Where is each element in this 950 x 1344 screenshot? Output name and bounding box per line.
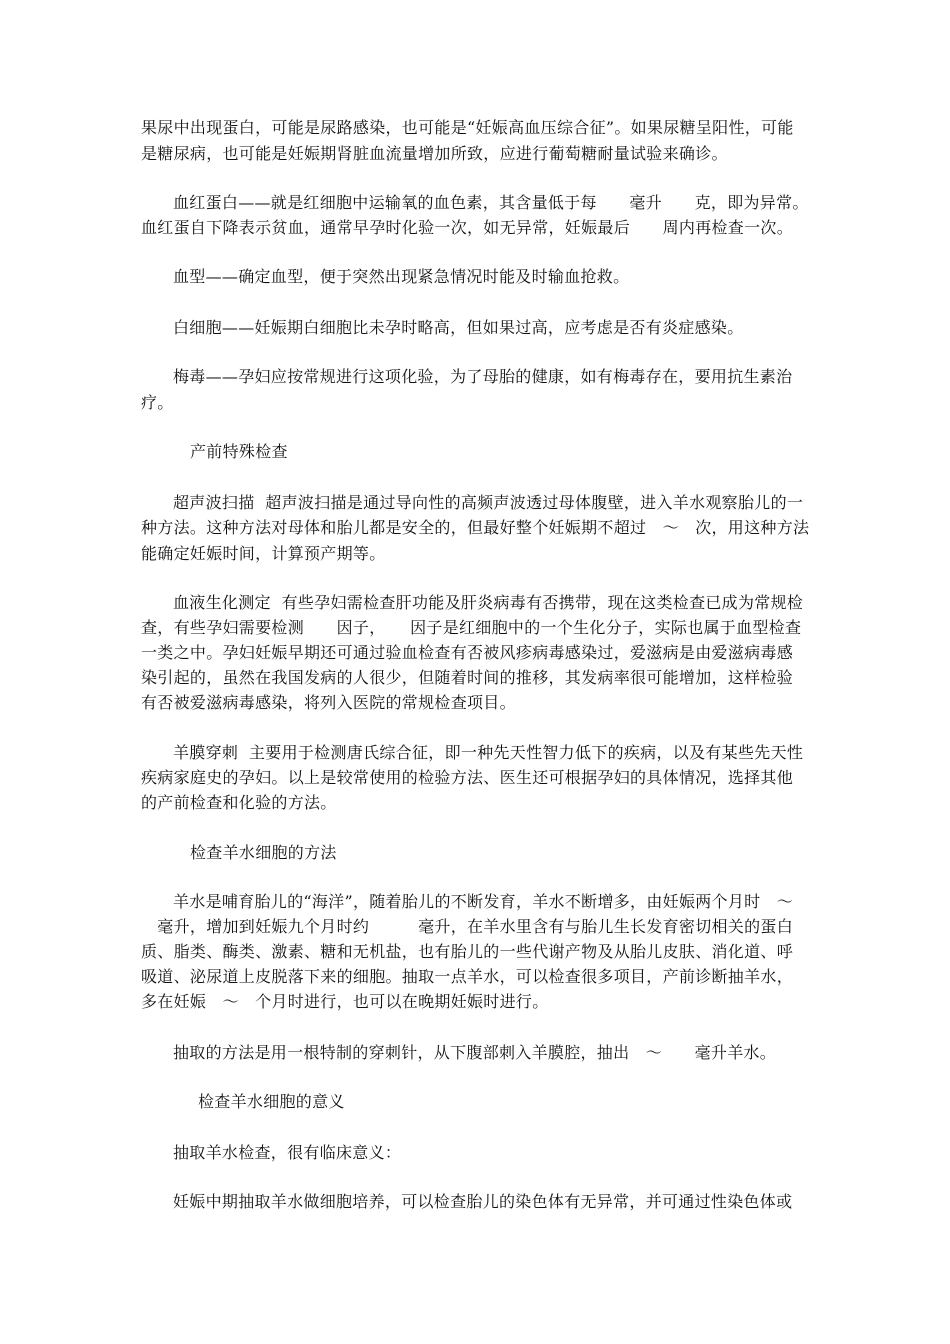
body-text-line: 羊膜穿刺 主要用于检测唐氏综合征，即一种先天性智力低下的疾病，以及有某些先天性 xyxy=(173,743,804,762)
body-text-line: 羊水是哺育胎儿的“海洋”，随着胎儿的不断发育，羊水不断增多，由妊娠两个月时 ～ xyxy=(173,892,794,911)
body-text-line: 种方法。这种方法对母体和胎儿都是安全的，但最好整个妊娠期不超过 ～ 次，用这种方法 xyxy=(141,518,810,537)
body-text-line: 果尿中出现蛋白，可能是尿路感染，也可能是“妊娠高血压综合征”。如果尿糖呈阳性，可能 xyxy=(141,118,794,137)
body-text-line: 血红蛋自下降表示贫血，通常早孕时化验一次，如无异常，妊娠最后 周内再检查一次。 xyxy=(141,218,794,237)
body-text-line: 白细胞——妊娠期白细胞比未孕时略高，但如果过高，应考虑是否有炎症感染。 xyxy=(173,318,744,337)
body-text-line: 多在妊娠 ～ 个月时进行，也可以在晚期妊娠时进行。 xyxy=(141,992,549,1011)
body-text-line: 血型——确定血型，便于突然出现紧急情况时能及时输血抢救。 xyxy=(173,267,630,286)
section-heading: 检查羊水细胞的方法 xyxy=(190,843,337,862)
body-text-line: 梅毒——孕妇应按常规进行这项化验，为了母胎的健康，如有梅毒存在，要用抗生素治 xyxy=(173,367,793,386)
body-text-line: 抽取羊水检查，很有临床意义： xyxy=(173,1143,402,1162)
body-text-line: 妊娠中期抽取羊水做细胞培养，可以检查胎儿的染色体有无异常，并可通过性染色体或 xyxy=(173,1192,793,1211)
body-text-line: 是糖尿病，也可能是妊娠期肾脏血流量增加所致，应进行葡萄糖耐量试验来确诊。 xyxy=(141,144,728,163)
body-text-line: 染引起的，虽然在我国发病的人很少，但随着时间的推移，其发病率很可能增加，这样检验 xyxy=(141,668,794,687)
body-text-line: 一类之中。孕妇妊娠早期还可通过验血检查有否被风疹病毒感染过，爱滋病是由爱滋病毒感 xyxy=(141,643,794,662)
body-text-line: 血液生化测定 有些孕妇需检查肝功能及肝炎病毒有否携带，现在这类检查已成为常规检 xyxy=(173,593,804,612)
section-heading: 产前特殊检查 xyxy=(190,442,288,461)
body-text-line: 能确定妊娠时间，计算预产期等。 xyxy=(141,544,386,563)
body-text-line: 的产前检查和化验的方法。 xyxy=(141,793,337,812)
section-heading: 检查羊水细胞的意义 xyxy=(198,1092,345,1111)
body-text-line: 吸道、泌尿道上皮脱落下来的细胞。抽取一点羊水，可以检查很多项目，产前诊断抽羊水， xyxy=(141,967,794,986)
body-text-line: 超声波扫描 超声波扫描是通过导向性的高频声波透过母体腹壁，进入羊水观察胎儿的一 xyxy=(173,493,804,512)
body-text-line: 抽取的方法是用一根特制的穿刺针，从下腹部刺入羊膜腔，抽出 ～ 毫升羊水。 xyxy=(173,1043,777,1062)
body-text-line: 疾病家庭史的孕妇。以上是较常使用的检验方法、医生还可根据孕妇的具体情况，选择其他 xyxy=(141,768,794,787)
body-text-line: 有否被爱滋病毒感染，将列入医院的常规检查项目。 xyxy=(141,693,516,712)
body-text-line: 疗。 xyxy=(141,393,174,412)
body-text-line: 查，有些孕妇需要检测 因子， 因子是红细胞中的一个生化分子，实际也属于血型检查 xyxy=(141,618,802,637)
body-text-line: 质、脂类、酶类、激素、糖和无机盐，也有胎儿的一些代谢产物及从胎儿皮肤、消化道、呼 xyxy=(141,942,794,961)
body-text-line: 血红蛋白——就是红细胞中运输氧的血色素，其含量低于每 毫升 克，即为异常。 xyxy=(173,193,809,212)
body-text-line: 毫升，增加到妊娠九个月时约 毫升，在羊水里含有与胎儿生长发育密切相关的蛋白 xyxy=(141,917,794,936)
